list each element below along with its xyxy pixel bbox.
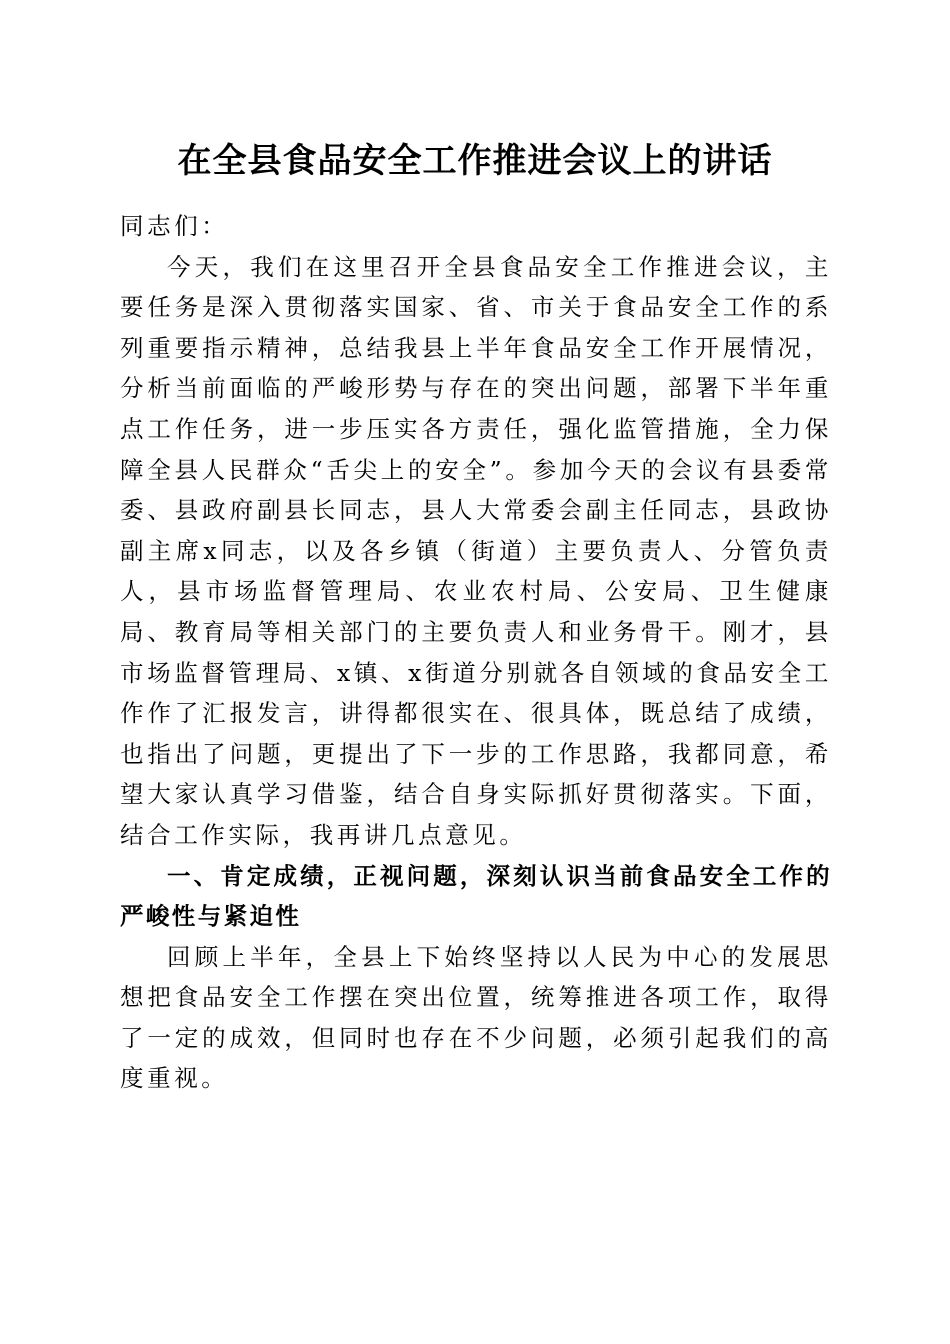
section-heading-1: 一、肯定成绩，正视问题，深刻认识当前食品安全工作的严峻性与紧迫性 [120, 861, 832, 931]
salutation: 同志们： [120, 212, 229, 240]
paragraph-review: 回顾上半年，全县上下始终坚持以人民为中心的发展思想把食品安全工作摆在突出位置，统筹推进各项工作，取得了一定的成效，但同时也存在不少问题，必须引起我们的高度重视。 [120, 942, 832, 1093]
paragraph-intro: 今天，我们在这里召开全县食品安全工作推进会议，主要任务是深入贯彻落实国家、省、市关于食品安全工作的系列重要指示精神，总结我县上半年食品安全工作开展情况，分析当前面临的严峻形势与存在的突出问题，部署下半年重点工作任务，进一步压实各方责任，强化监管措施，全力保障全县人民群众“舌尖上的安全”。参加今天的会议有县委常委、县政府副县长同志，县人大常委会副主任同志，县政协副主席x同志，以及各乡镇（街道）主要负责人、分管负责人，县市场监督管理局、农业农村局、公安局、卫生健康局、教育局等相关部门的主要负责人和业务骨干。刚才，县市场监督管理局、x镇、x街道分别就各自领域的食品安全工作作了汇报发言，讲得都很实在、很具体，既总结了成绩，也指出了问题，更提出了下一步的工作思路，我都同意，希望大家认真学习借鉴，结合自身实际抓好贯彻落实。下面，结合工作实际，我再讲几点意见。 [120, 252, 832, 849]
document-body [120, 206, 832, 1099]
document-title: 在全县食品安全工作推进会议上的讲话 [177, 141, 773, 181]
